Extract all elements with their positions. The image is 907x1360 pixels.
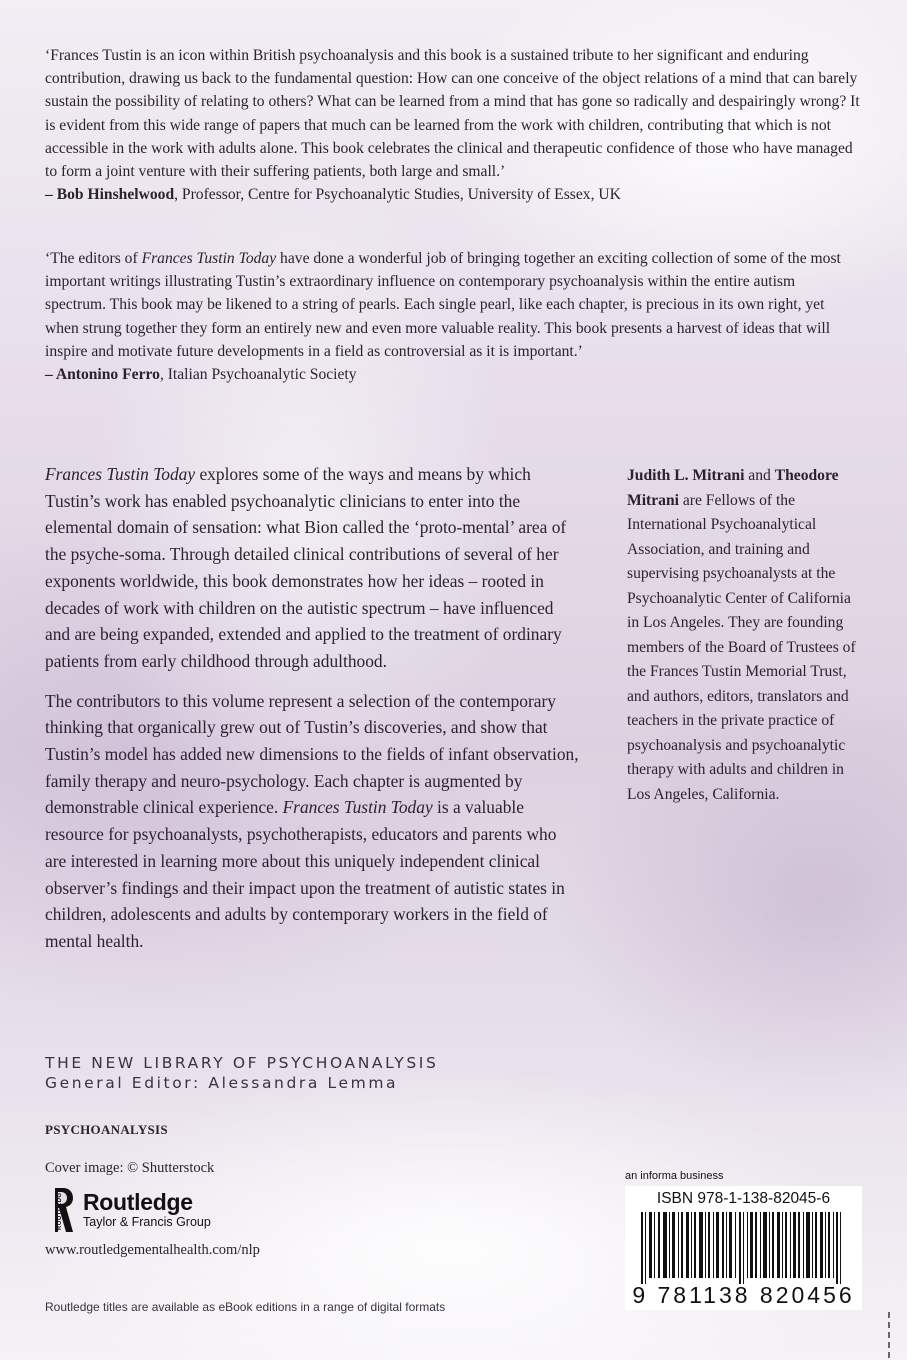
publisher-text [83,1190,211,1230]
description-paragraph-2 [45,688,580,955]
endorsement-1-affiliation: , Professor, Centre for Psychoanalytic Studies, University of Essex, UK [174,186,621,204]
series-name: THE NEW LIBRARY OF PSYCHOANALYSIS [45,1054,439,1072]
description-p2-book-title: Frances Tustin Today [282,797,433,818]
publisher-name: Routledge [83,1189,193,1215]
endorsement-1 [45,44,860,206]
author-bio-text [627,464,862,807]
description-book-title: Frances Tustin Today [45,464,196,484]
endorsement-1-name: – Bob Hinshelwood [45,186,175,204]
isbn-barcode-panel [625,1186,862,1310]
series-editor: General Editor: Alessandra Lemma [45,1074,399,1092]
series-info [45,1053,438,1093]
publisher-url[interactable]: www.routledgementalhealth.com/nlp [45,1242,260,1258]
author-bio-body: are Fellows of the International Psychoanalytical Association, and training and supervising psychoanalysts at the Psychoanalytic Center of California in Los Angeles. They are founding members of the Board of Trustees of the Frances Tustin Memorial Trust, and authors, editors, translators and teachers in the private practice of psychoanalysis and psychoanalytic therapy with adults and children in Los Angeles, California. [627,491,856,803]
endorsement-2-quote-start: ‘The editors of [45,250,142,267]
description-paragraph-1 [45,461,580,675]
book-description [45,461,580,955]
description-p2-start: The contributors to this volume represent a selection of the contemporary thinking that organically grew out of Tustin’s discoveries, and show that Tustin’s model has added new dimensions to the fields of infant observation, family therapy and neuro-psychology. Each chapter is augmented by demonstrable clinical experience. [45,690,579,818]
isbn-label: ISBN 978-1-138-82045-6 [656,1190,831,1207]
author-name-2: Theodore Mitrani [627,467,839,509]
endorsement-2 [45,247,860,386]
description-p2-rest: is a valuable resource for psychoanalysts, psychotherapists, educators and parents who are interested in learning more about this uniquely independent clinical observer’s findings and their impact upon the treatment of autistic states in children, adolescents and adults by contemporary workers in the field of mental health. [45,797,565,951]
author-and: and [744,467,775,484]
informa-tagline: an informa business [625,1170,724,1182]
routledge-vertical-text: ROUTLEDGE [57,1187,64,1231]
description-p1-text: explores some of the ways and means by which Tustin’s work has enabled psychoanalytic clinicians to enter into the elemental domain of sensation: what Bion called the ‘proto-mental’ area of the psyche-soma. Through detailed clinical contributions of several of her exponents worldwide, this book demonstrates how her ideas – rooted in decades of work with children on the autistic spectrum – have influenced and are being expanded, extended and applied to the treatment of ordinary patients from early childhood through adulthood. [45,464,567,671]
endorsement-1-attribution [45,183,860,206]
subject-category: PSYCHOANALYSIS [45,1122,168,1137]
routledge-r-icon [45,1186,73,1234]
author-name-1: Judith L. Mitrani [627,467,745,484]
publisher-logo [45,1186,211,1234]
endorsement-2-attribution [45,363,860,386]
endorsement-2-book-title: Frances Tustin Today [141,250,277,267]
endorsement-2-quote [45,247,860,363]
endorsement-2-affiliation: , Italian Psychoanalytic Society [159,366,357,384]
isbn-digits: 9 781138 820456 [632,1282,855,1308]
ebook-note: Routledge titles are available as eBook editions in a range of digital formats [45,1300,446,1314]
endorsement-1-quote: ‘Frances Tustin is an icon within British psychoanalysis and this book is a sustained tribute to her significant and enduring contribution, drawing us back to the fundamental question: How can one conceive of the object relations of a mind that can barely sustain the possibility of relating to others? What can be learned from a mind that has gone so radically and despairingly wrong? It is evident from this wide range of papers that much can be learned from the work with children, contributing that which is not accessible in the work with adults alone. This book celebrates the clinical and therapeutic confidence of those who have managed to form a joint venture with their suffering patients, both large and small.’ [45,47,860,181]
trim-mark [888,1312,890,1360]
endorsement-2-quote-rest: have done a wonderful job of bringing together an exciting collection of some of the most important writings illustrating Tustin’s extraordinary influence on contemporary psychoanalysis within the entire autism spectrum. This book may be likened to a string of pearls. Each single pearl, like each chapter, is precious in its own right, yet when strung together they form an entirely new and even more valuable reality. This book presents a harvest of ideas that will inspire and motivate future developments in a field as controversial as it is important.’ [45,250,841,360]
barcode-icon [633,1212,854,1284]
cover-credit: Cover image: © Shutterstock [45,1160,215,1176]
publisher-group: Taylor & Francis Group [83,1215,211,1229]
author-bio [627,464,862,807]
endorsement-2-name: – Antonino Ferro [45,366,160,384]
